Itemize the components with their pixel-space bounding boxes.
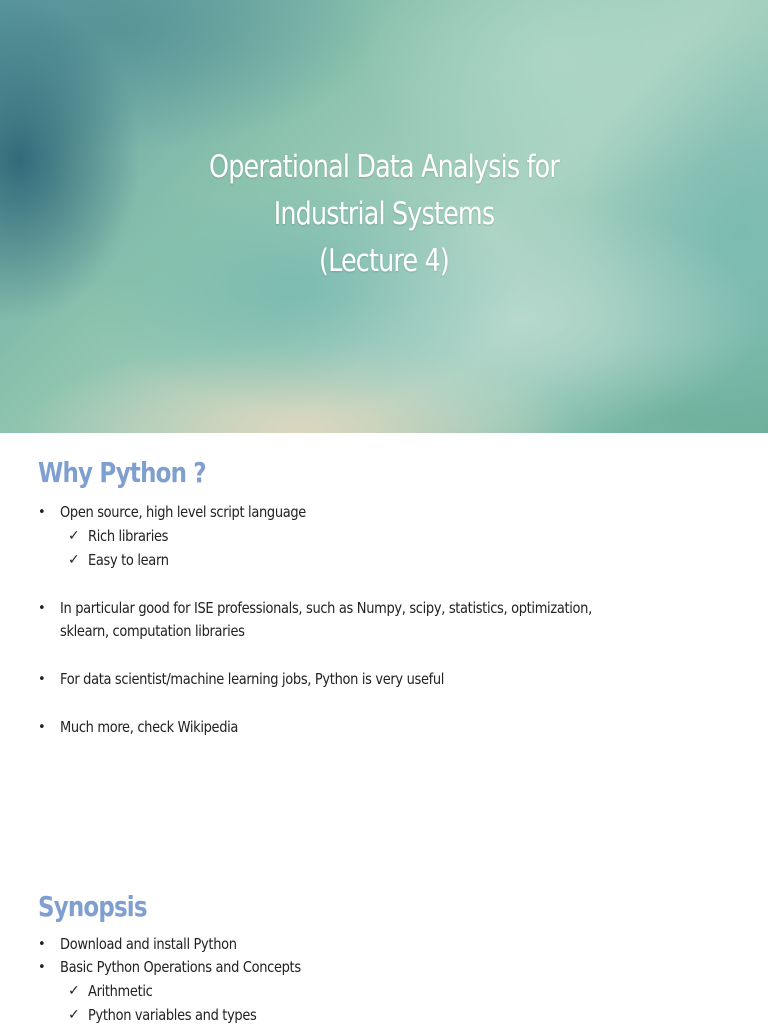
list-item: • Open source, high level script language [38,501,738,524]
synopsis-slide [38,890,738,1027]
sub-list-item: ✓ Rich libraries [38,524,738,548]
list-item: • Much more, check Wikipedia [38,716,738,739]
bullet-list [38,501,738,739]
slide-title [69,144,699,285]
checkmark-icon: ✓ [68,552,80,568]
sub-list-item: ✓ Python variables and types [38,1003,738,1027]
slide-heading-synopsis: Synopsis [38,890,147,923]
bullet-icon: • [38,672,46,687]
sub-list-item: ✓ Arithmetic [38,979,738,1003]
checkmark-icon: ✓ [68,528,80,544]
slide-heading-why-python: Why Python ? [38,456,206,489]
list-item: • In particular good for ISE professionals, such as Numpy, scipy, statistics, optimization, sklearn, computation libraries [38,599,592,640]
bullet-list [38,933,738,1027]
list-item: • Download and install Python [38,933,738,956]
list-item: • For data scientist/machine learning jobs, Python is very useful [38,668,738,691]
bullet-icon: • [38,960,46,975]
title-line-2: Industrial Systems [273,196,495,232]
title-slide [0,0,768,433]
bullet-icon: • [38,505,46,520]
checkmark-icon: ✓ [68,1007,80,1023]
bullet-icon: • [38,601,46,616]
bullet-icon: • [38,720,46,735]
title-line-3: (Lecture 4) [318,243,449,279]
why-python-slide [38,456,738,739]
sub-list-item: ✓ Easy to learn [38,548,738,572]
checkmark-icon: ✓ [68,983,80,999]
list-item: • Basic Python Operations and Concepts [38,956,738,979]
bullet-icon: • [38,937,46,952]
title-line-1: Operational Data Analysis for [209,149,559,185]
